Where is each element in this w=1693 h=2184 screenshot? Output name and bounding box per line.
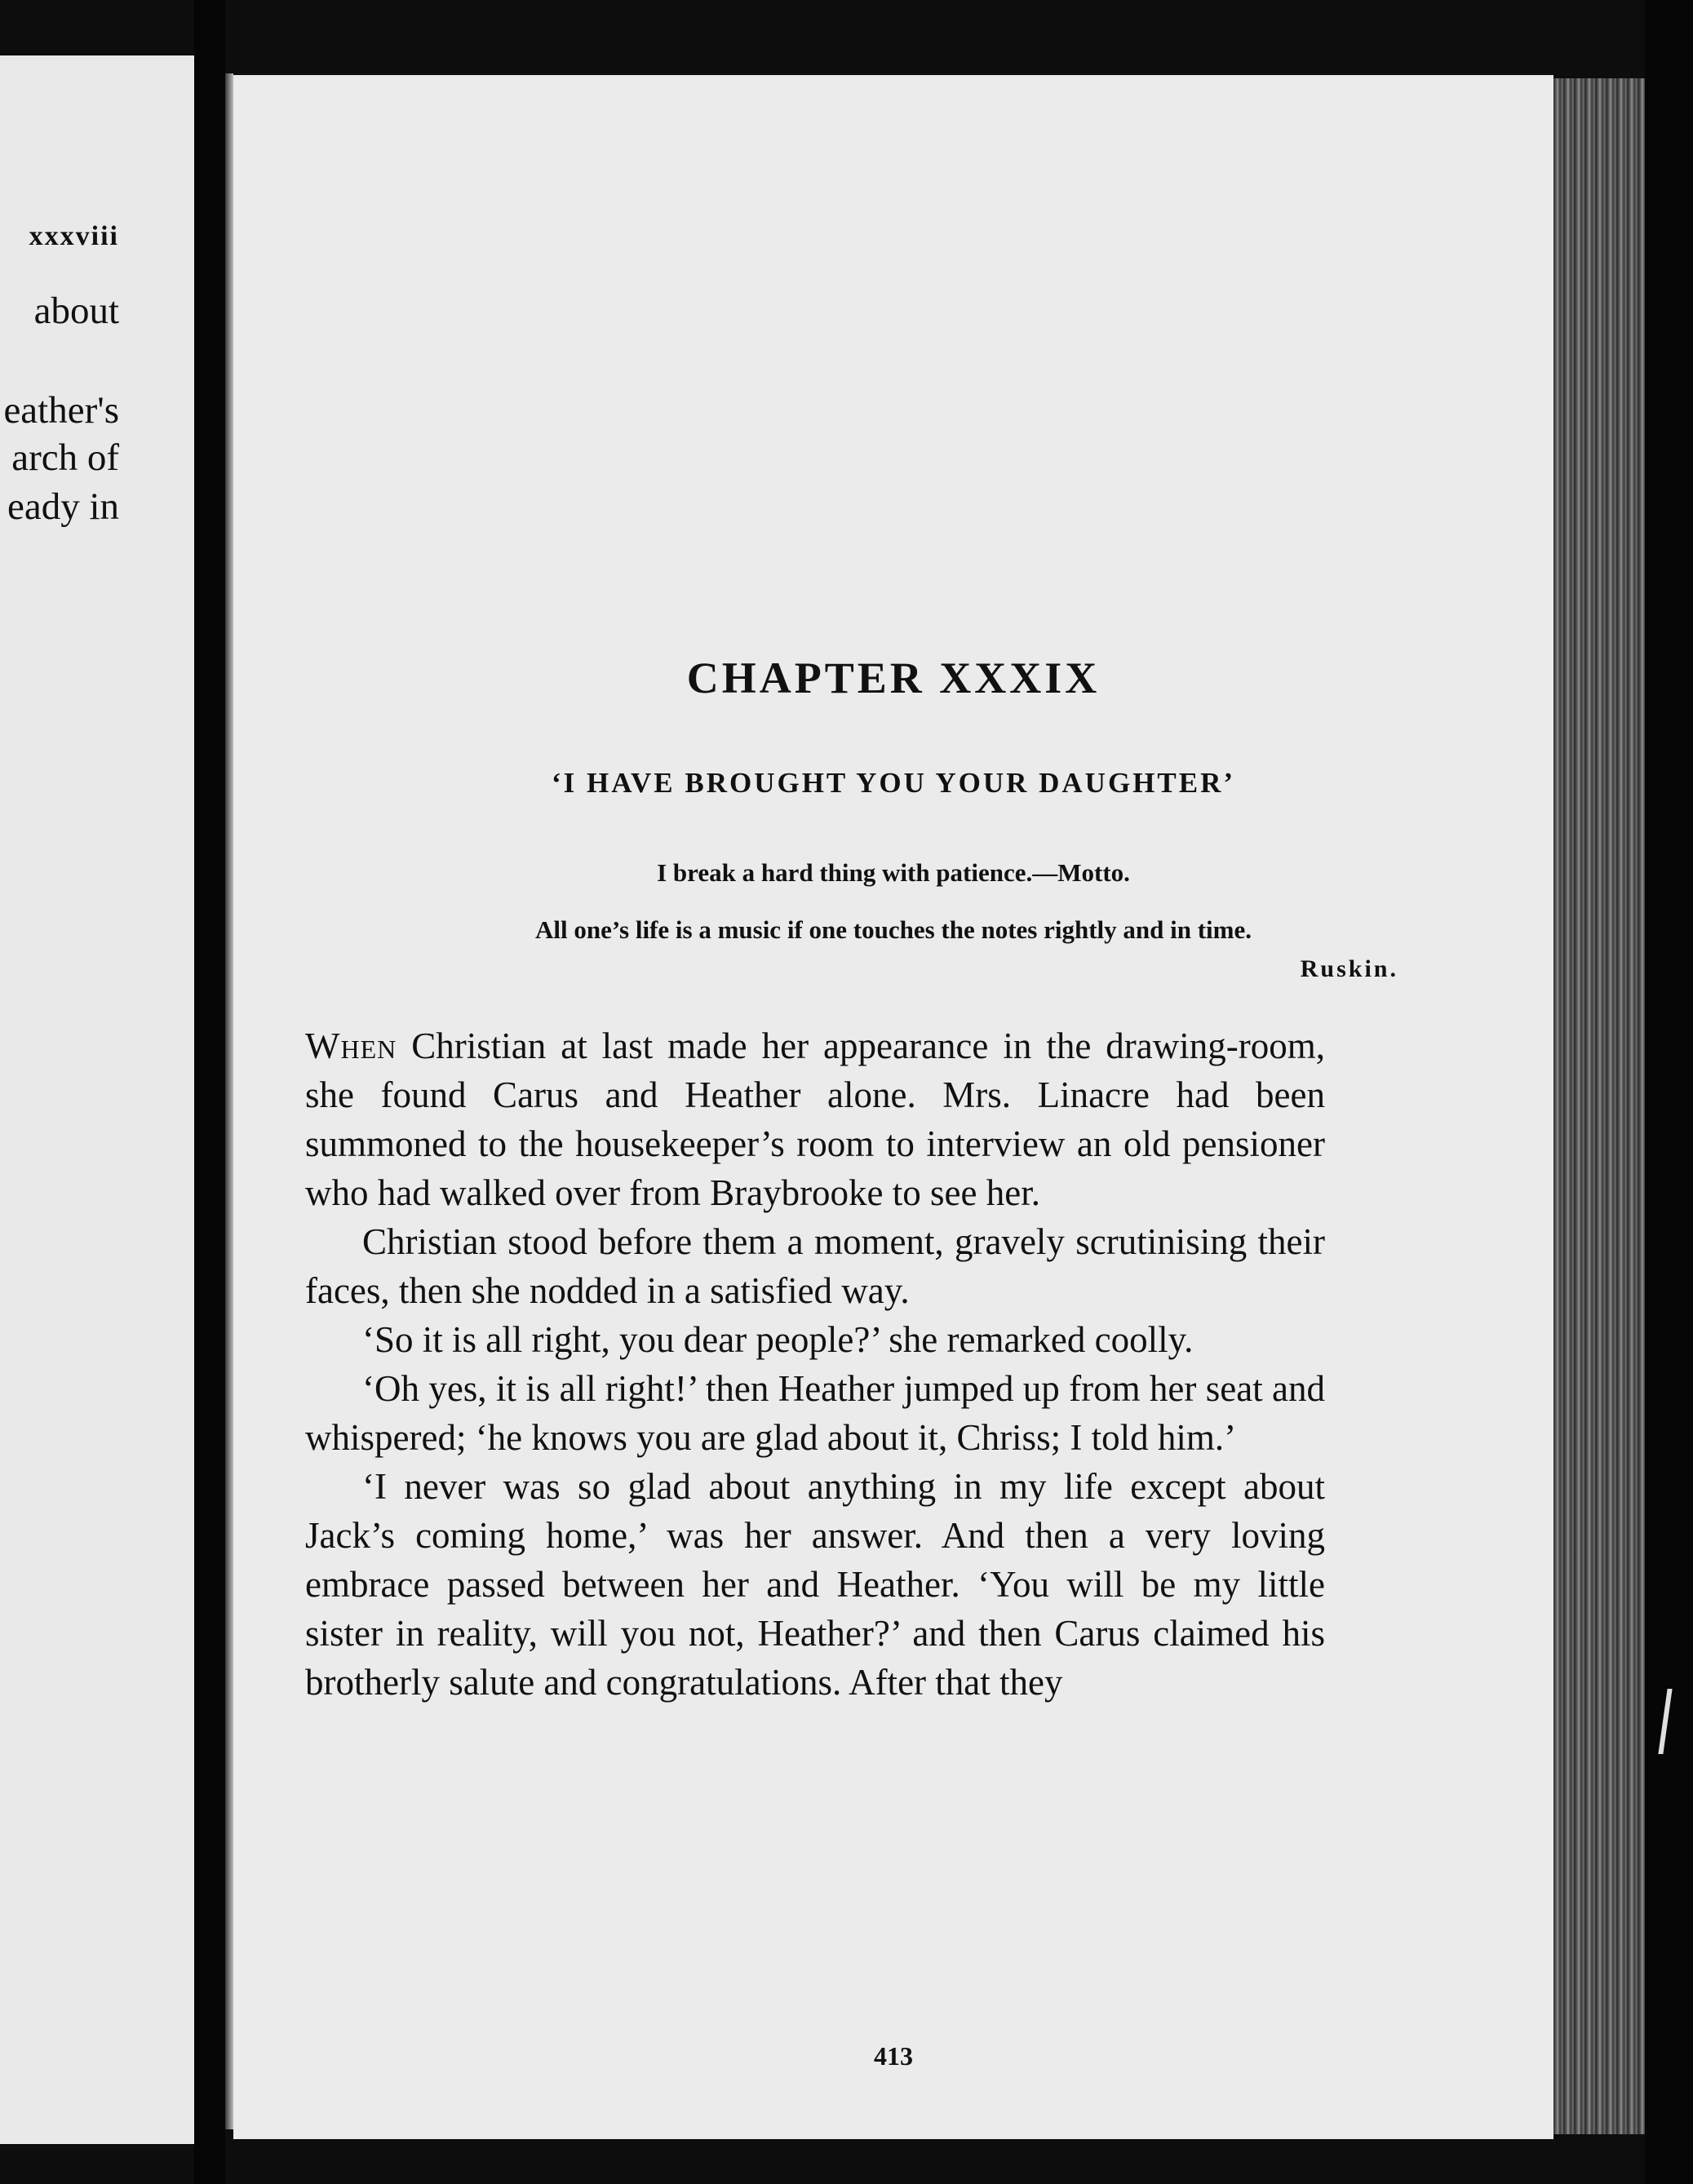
book-edge-shadow [1645, 0, 1693, 2184]
book-page [233, 75, 1553, 2139]
epigraph-attribution: Ruskin. [1300, 955, 1398, 982]
chapter-title: CHAPTER XXXIX [686, 653, 1101, 702]
epigraph: All one’s life is a music if one touches the notes rightly and in time. [534, 915, 1252, 944]
chapter-body [305, 1021, 1325, 1707]
paragraph: Christian stood before them a moment, gravely scrutinising their faces, then she nodded in a satisfied way. [305, 1221, 1325, 1311]
previous-page-fragment [0, 55, 194, 2144]
previous-page-line: arch of [11, 436, 119, 479]
epigraph: I break a hard thing with patience.—Motto. [657, 858, 1130, 887]
spine-shadow [225, 73, 233, 2129]
previous-page-line: eather's [3, 389, 119, 432]
page-block-edges [1553, 78, 1645, 2134]
paragraph-text: Christian at last made her appearance in the drawing-room, she found Carus and Heather alone. Mrs. Linacre had been summoned to the housekeeper’s room to interview an old pensioner who had walked over from Braybrooke to see her. [305, 1026, 1325, 1213]
previous-page-header: xxxviii [29, 221, 119, 251]
paragraph-lead-word: When [305, 1026, 397, 1066]
chapter-subtitle: ‘I HAVE BROUGHT YOU YOUR DAUGHTER’ [551, 767, 1236, 799]
paragraph: ‘Oh yes, it is all right!’ then Heather jumped up from her seat and whispered; ‘he knows you are glad about it, Chriss; I told him.’ [305, 1368, 1325, 1458]
page-number: 413 [874, 2041, 913, 2071]
previous-page-line: about [33, 290, 119, 332]
previous-page-line: eady in [7, 485, 119, 528]
paragraph: ‘I never was so glad about anything in my life except about Jack’s coming home,’ was her answer. And then a very loving embrace passed between her and Heather. ‘You will be my little sister in reality, will you not, Heather?’ and then Carus claimed his brotherly salute and congratulations. After that they [305, 1466, 1325, 1703]
book-gutter [194, 0, 225, 2184]
paragraph: ‘So it is all right, you dear people?’ she remarked coolly. [362, 1319, 1194, 1360]
paragraph [305, 1021, 1325, 1217]
